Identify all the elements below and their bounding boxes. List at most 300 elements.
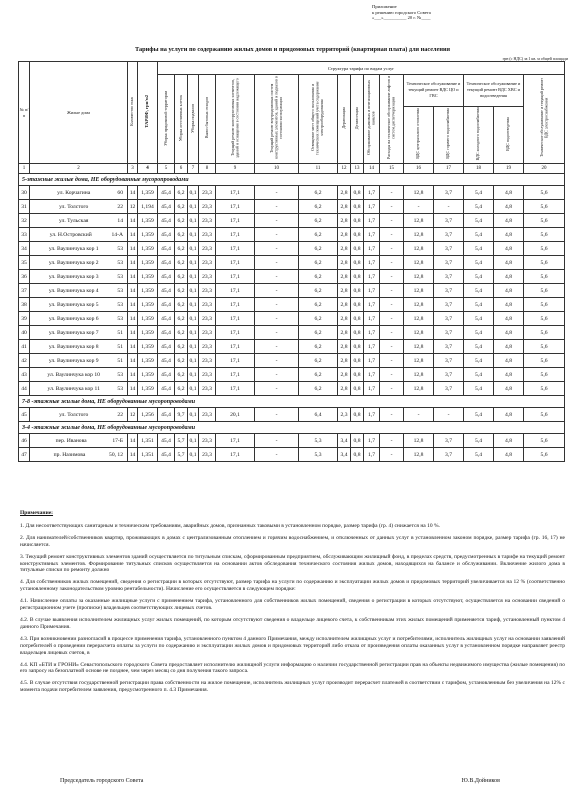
row-number: 30	[19, 186, 30, 200]
note-item: 2. Для нанимателей/собственников квартир, проживающих в домах с централизованным отоплением и горячим водоснабжением, и отключенных от данных услуг в установленном законом порядке, размер тарифа (гр. 16, 17) не начисляется.	[20, 534, 565, 548]
floors-cell: 14	[128, 298, 138, 312]
value-cell: 17,1	[216, 368, 255, 382]
value-cell: 1,7	[364, 340, 380, 354]
value-cell: 23,3	[199, 448, 216, 462]
value-cell: 0,8	[351, 284, 364, 298]
value-cell: 0,8	[351, 298, 364, 312]
value-cell: 3,7	[434, 448, 464, 462]
appendix-line: к решению городского Совета	[372, 9, 431, 15]
value-cell: -	[255, 186, 299, 200]
column-number-row	[19, 164, 565, 174]
street-name: ул. Ваулинчука кор 1	[48, 245, 99, 252]
header-row-structure	[19, 62, 565, 75]
value-cell: 5,6	[524, 284, 565, 298]
value-cell: 17,1	[216, 242, 255, 256]
value-cell: 0,8	[351, 354, 364, 368]
value-cell: 2,8	[338, 298, 351, 312]
value-cell: -	[434, 408, 464, 422]
house-number: 51	[117, 357, 123, 364]
street-name: ул. Ваулинчука кор 6	[48, 315, 99, 322]
value-cell: 3,7	[434, 340, 464, 354]
value-cell: 5,6	[524, 382, 565, 396]
street-name: ул. Ваулинчука кор 9	[48, 357, 99, 364]
value-cell: 4,8	[494, 354, 524, 368]
address-cell	[30, 228, 128, 242]
value-cell: 12,8	[404, 434, 434, 448]
document-title: Тарифы на услуги по содержанию жилых домов и придомовых территорий (квартирная плата) для населения	[134, 46, 451, 53]
value-cell: 0,8	[351, 382, 364, 396]
value-cell: 2,8	[338, 368, 351, 382]
table-row	[19, 354, 565, 368]
signature-name: Ю.В.Дойников	[461, 778, 500, 784]
value-cell: 17,1	[216, 326, 255, 340]
column-number: 9	[216, 164, 255, 174]
value-cell: 5,6	[524, 340, 565, 354]
value-cell: 6,4	[299, 408, 338, 422]
tariff-cell: 1,359	[138, 256, 158, 270]
tariff-cell: 1,359	[138, 228, 158, 242]
value-cell: 5,6	[524, 270, 565, 284]
value-cell: 6,2	[175, 200, 188, 214]
section-row	[19, 422, 565, 434]
appendix-line: «___»__________ 20 г. №____	[372, 15, 431, 21]
value-cell: 6,2	[175, 354, 188, 368]
value-cell: 6,2	[299, 242, 338, 256]
value-cell: 0,1	[188, 382, 199, 396]
address-cell	[30, 326, 128, 340]
header-c7: Уборка подвалов	[188, 75, 199, 164]
value-cell: 0,8	[351, 200, 364, 214]
house-number: 53	[117, 301, 123, 308]
value-cell: 4,8	[494, 256, 524, 270]
value-cell: 6,2	[175, 228, 188, 242]
value-cell: 5,7	[175, 448, 188, 462]
tariff-cell: 1,359	[138, 382, 158, 396]
column-number: 4	[138, 164, 158, 174]
notes-block	[20, 510, 565, 699]
value-cell: 0,1	[188, 326, 199, 340]
value-cell: 6,2	[175, 242, 188, 256]
table-row	[19, 256, 565, 270]
street-name: ул. Ваулинчука кор 11	[47, 385, 100, 392]
address-cell	[30, 200, 128, 214]
value-cell: 2,8	[338, 312, 351, 326]
column-number: 3	[128, 164, 138, 174]
value-cell: 17,1	[216, 312, 255, 326]
value-cell: 6,2	[175, 340, 188, 354]
value-cell: 6,2	[175, 186, 188, 200]
row-number: 32	[19, 214, 30, 228]
floors-cell: 14	[128, 242, 138, 256]
section-title: 5-этажные жилые дома, НЕ оборудованные мусоропроводами	[19, 174, 565, 186]
value-cell: 5,4	[464, 284, 494, 298]
appendix-block	[372, 4, 431, 21]
street-name: ул. Ваулинчука кор 8	[48, 343, 99, 350]
value-cell: 5,6	[524, 354, 565, 368]
value-cell: -	[434, 200, 464, 214]
value-cell: -	[380, 382, 404, 396]
value-cell: 23,3	[199, 434, 216, 448]
house-number: 14	[117, 217, 123, 224]
header-c16: ВДС центрального отопления	[404, 106, 434, 163]
value-cell: 3,7	[434, 326, 464, 340]
value-cell: 0,8	[351, 326, 364, 340]
table-row	[19, 326, 565, 340]
table-row	[19, 408, 565, 422]
address-cell	[30, 408, 128, 422]
note-item: 4.1. Начисление оплаты за оказанные жилищные услуги с применением тарифа, установленного для собственников жилых помещений, сведения о регистрации в которых отсутствуют, осуществляется на основании сведений о регистрационном учете (прописке) владельцев соответствующих лицевых счетов.	[20, 598, 565, 612]
tariff-cell: 1,359	[138, 186, 158, 200]
value-cell: 45,4	[158, 298, 175, 312]
column-number: 6	[175, 164, 188, 174]
value-cell: 17,1	[216, 186, 255, 200]
value-cell: 1,7	[364, 186, 380, 200]
value-cell: -	[380, 340, 404, 354]
value-cell: 5,6	[524, 448, 565, 462]
value-cell: 45,4	[158, 354, 175, 368]
value-cell: 5,4	[464, 326, 494, 340]
tariff-cell: 1,359	[138, 270, 158, 284]
value-cell: 0,8	[351, 214, 364, 228]
value-cell: 45,4	[158, 448, 175, 462]
value-cell: 6,2	[299, 200, 338, 214]
table-body	[19, 62, 565, 462]
value-cell: 23,3	[199, 256, 216, 270]
column-number: 20	[524, 164, 565, 174]
value-cell: 2,3	[338, 408, 351, 422]
value-cell: -	[255, 326, 299, 340]
value-cell: 2,8	[338, 214, 351, 228]
value-cell: 45,4	[158, 326, 175, 340]
street-name: ул. Ваулинчука кор 4	[48, 287, 99, 294]
header-c6: Уборка лестничных клеток	[175, 75, 188, 164]
value-cell: 12,8	[404, 448, 434, 462]
value-cell: 3,7	[434, 354, 464, 368]
row-number: 47	[19, 448, 30, 462]
value-cell: 2,8	[338, 228, 351, 242]
header-c5: Уборка придомовой территории	[158, 75, 175, 164]
value-cell: 6,2	[299, 354, 338, 368]
value-cell: 6,2	[175, 214, 188, 228]
header-c20: Техническое обслуживание и текущий ремонт ВДС электроснабжения	[524, 75, 565, 164]
house-number: 22	[117, 203, 123, 210]
street-name: ул. Ваулинчука кор 10	[47, 371, 100, 378]
street-name: ул. Толстого	[59, 203, 89, 210]
tariff-cell: 1,359	[138, 298, 158, 312]
column-number: 1	[19, 164, 30, 174]
value-cell: 6,2	[175, 270, 188, 284]
notes-heading: Примечание:	[20, 510, 54, 516]
value-cell: 17,1	[216, 354, 255, 368]
value-cell: 6,2	[299, 228, 338, 242]
value-cell: 45,4	[158, 256, 175, 270]
value-cell: -	[255, 382, 299, 396]
value-cell: -	[255, 256, 299, 270]
floors-cell: 14	[128, 434, 138, 448]
value-cell: 5,6	[524, 242, 565, 256]
value-cell: 45,4	[158, 228, 175, 242]
street-name: ул. Ваулинчука кор 7	[48, 329, 99, 336]
row-number: 44	[19, 382, 30, 396]
value-cell: 17,1	[216, 382, 255, 396]
value-cell: 6,2	[175, 298, 188, 312]
value-cell: 0,1	[188, 214, 199, 228]
value-cell: 3,7	[434, 312, 464, 326]
house-number: 51	[117, 329, 123, 336]
value-cell: 23,3	[199, 368, 216, 382]
column-number: 14	[364, 164, 380, 174]
value-cell: 0,1	[188, 354, 199, 368]
value-cell: 6,2	[299, 298, 338, 312]
tariff-cell: 1,359	[138, 284, 158, 298]
value-cell: 3,7	[434, 284, 464, 298]
value-cell: 12,8	[404, 326, 434, 340]
value-cell: 17,1	[216, 256, 255, 270]
value-cell: 6,2	[299, 340, 338, 354]
value-cell: 1,7	[364, 256, 380, 270]
note-item: 4.3. При возникновении разногласий в процессе применения тарифа, установленного пунктом 4 данного Примечания, между исполнителем жилищных услуг и потребителями, исполнитель жилищных услуг на основании заявлений потребителей о проведении перерасчета оплаты за услуги по содержанию и эксплуатации жилых домов и придомовых территорий либо отказа от произведения оплаты оказанных услуг в установленном порядке направляет реестр владельцев лицевых счетов, в	[20, 635, 565, 656]
header-c11: Освещение мест общего пользования и технических помещений учета содержание электрооборудования	[299, 75, 338, 164]
value-cell: 23,3	[199, 214, 216, 228]
value-cell: 5,4	[464, 408, 494, 422]
column-number: 13	[351, 164, 364, 174]
value-cell: 12,8	[404, 284, 434, 298]
row-number: 37	[19, 284, 30, 298]
column-number: 19	[494, 164, 524, 174]
value-cell: 6,2	[175, 326, 188, 340]
value-cell: 5,3	[299, 434, 338, 448]
column-number: 17	[434, 164, 464, 174]
value-cell: 4,8	[494, 312, 524, 326]
tariff-cell: 1,359	[138, 368, 158, 382]
column-number: 10	[255, 164, 299, 174]
table-row	[19, 242, 565, 256]
row-number: 33	[19, 228, 30, 242]
value-cell: 0,1	[188, 186, 199, 200]
value-cell: 6,2	[299, 368, 338, 382]
house-number: 53	[117, 385, 123, 392]
value-cell: 5,4	[464, 382, 494, 396]
value-cell: 4,8	[494, 270, 524, 284]
value-cell: 1,7	[364, 242, 380, 256]
signature-block	[60, 778, 540, 784]
address-cell	[30, 382, 128, 396]
value-cell: -	[380, 228, 404, 242]
value-cell: 45,4	[158, 382, 175, 396]
value-cell: 6,2	[175, 368, 188, 382]
floors-cell: 14	[128, 326, 138, 340]
table-row	[19, 368, 565, 382]
table-row	[19, 270, 565, 284]
value-cell: 1,7	[364, 312, 380, 326]
value-cell: 17,1	[216, 284, 255, 298]
value-cell: 3,7	[434, 368, 464, 382]
row-number: 38	[19, 298, 30, 312]
value-cell: 2,8	[338, 256, 351, 270]
address-cell	[30, 368, 128, 382]
value-cell: 2,8	[338, 186, 351, 200]
value-cell: 1,7	[364, 228, 380, 242]
value-cell: 5,6	[524, 434, 565, 448]
value-cell: 4,8	[494, 228, 524, 242]
house-number: 51	[117, 343, 123, 350]
floors-cell: 14	[128, 354, 138, 368]
street-name: ул. Тульская	[59, 217, 89, 224]
value-cell: 23,3	[199, 382, 216, 396]
header-c8: Вывоз бытовых отходов	[199, 75, 216, 164]
value-cell: 5,4	[464, 242, 494, 256]
value-cell: 23,3	[199, 270, 216, 284]
value-cell: 4,8	[494, 408, 524, 422]
value-cell: 12,8	[404, 186, 434, 200]
value-cell: 4,8	[494, 368, 524, 382]
table-row	[19, 298, 565, 312]
value-cell: 3,7	[434, 256, 464, 270]
address-cell	[30, 214, 128, 228]
tariff-cell: 1,351	[138, 434, 158, 448]
address-cell	[30, 340, 128, 354]
value-cell: 6,2	[299, 186, 338, 200]
floors-cell: 14	[128, 256, 138, 270]
value-cell: 1,7	[364, 408, 380, 422]
header-num: № п/п	[19, 62, 30, 164]
value-cell: 5,6	[524, 312, 565, 326]
header-c19: ВДС водоотведения	[494, 106, 524, 163]
floors-cell: 14	[128, 368, 138, 382]
value-cell: 23,3	[199, 354, 216, 368]
house-number: 22	[117, 411, 123, 418]
value-cell: 4,8	[494, 284, 524, 298]
value-cell: 45,4	[158, 200, 175, 214]
value-cell: 45,4	[158, 408, 175, 422]
value-cell: 17,1	[216, 228, 255, 242]
street-name: ул. Ваулинчука кор 2	[48, 259, 99, 266]
value-cell: -	[380, 270, 404, 284]
value-cell: -	[380, 186, 404, 200]
house-number: 17-Б	[112, 437, 123, 444]
address-cell	[30, 354, 128, 368]
value-cell: -	[255, 298, 299, 312]
row-number: 41	[19, 340, 30, 354]
value-cell: -	[255, 448, 299, 462]
tariff-cell: 1,359	[138, 354, 158, 368]
house-number: 14-А	[111, 231, 123, 238]
appendix-line: Приложение	[372, 4, 397, 9]
value-cell: 6,2	[299, 326, 338, 340]
table-row	[19, 284, 565, 298]
table-row	[19, 186, 565, 200]
value-cell: 23,3	[199, 340, 216, 354]
value-cell: 0,8	[351, 408, 364, 422]
row-number: 42	[19, 354, 30, 368]
value-cell: 0,8	[351, 186, 364, 200]
value-cell: 45,4	[158, 340, 175, 354]
value-cell: 17,1	[216, 448, 255, 462]
row-number: 45	[19, 408, 30, 422]
house-number: 60	[117, 189, 123, 196]
value-cell: 9,7	[175, 408, 188, 422]
value-cell: 4,8	[494, 214, 524, 228]
value-cell: 5,4	[464, 200, 494, 214]
header-c15: Расходы на техническое обслуживание лифтов и систем диспетчеризации	[380, 75, 404, 164]
column-number: 12	[338, 164, 351, 174]
note-item: 4. Для собственников жилых помещений, сведения о регистрации в которых отсутствуют, размер тарифа на услуги по содержанию и эксплуатации жилых домов и придомовых территорий увеличивается на 12 % (соответственно установленному законодательством уровню рентабельности). Начисление его осуществляется в следующем порядке:	[20, 579, 565, 593]
table-row	[19, 214, 565, 228]
house-number: 53	[117, 315, 123, 322]
row-number: 35	[19, 256, 30, 270]
value-cell: -	[255, 368, 299, 382]
address-cell	[30, 312, 128, 326]
column-number: 18	[464, 164, 494, 174]
value-cell: 2,8	[338, 354, 351, 368]
value-cell: -	[380, 448, 404, 462]
row-number: 39	[19, 312, 30, 326]
table-row	[19, 448, 565, 462]
value-cell: 12,8	[404, 312, 434, 326]
value-cell: 5,4	[464, 214, 494, 228]
value-cell: -	[255, 200, 299, 214]
value-cell: -	[380, 434, 404, 448]
value-cell: 17,1	[216, 214, 255, 228]
address-cell	[30, 448, 128, 462]
row-number: 43	[19, 368, 30, 382]
header-address: Жилые дома	[30, 62, 128, 164]
row-number: 36	[19, 270, 30, 284]
street-name: ул. Корчагина	[57, 189, 91, 196]
street-name: ул. Толстого	[59, 411, 89, 418]
value-cell: 5,6	[524, 214, 565, 228]
value-cell: 2,8	[338, 340, 351, 354]
value-cell: 12,8	[404, 228, 434, 242]
value-cell: 5,4	[464, 340, 494, 354]
street-name: пр. Назимова	[53, 451, 86, 458]
value-cell: 0,8	[351, 448, 364, 462]
table-row	[19, 228, 565, 242]
note-item: 3. Текущий ремонт конструктивных элементов зданий осуществляется по титульным спискам, сформированным предприятием, обслуживающим жилищный фонд, в пределах средств, предусмотренных в тарифе на текущий ремонт конструктивных элементов. Формирование титульных списков осуществляется на основании актов обследования технического состояния жилых домов, находящихся на балансе и обслуживании. Включение жилого дома в титульные списки по ремонту должно	[20, 553, 565, 574]
street-name: ул. Ваулинчука кор 5	[48, 301, 99, 308]
house-number: 53	[117, 371, 123, 378]
value-cell: 6,2	[299, 284, 338, 298]
value-cell: 0,8	[351, 312, 364, 326]
value-cell: -	[255, 434, 299, 448]
value-cell: 23,3	[199, 312, 216, 326]
value-cell: 4,8	[494, 298, 524, 312]
value-cell: 23,3	[199, 200, 216, 214]
value-cell: 0,8	[351, 228, 364, 242]
section-title: 3-4 -этажные жилые дома, НЕ оборудованные мусоропроводами	[19, 422, 565, 434]
value-cell: 5,6	[524, 228, 565, 242]
value-cell: -	[380, 284, 404, 298]
value-cell: 5,7	[175, 434, 188, 448]
value-cell: 0,8	[351, 270, 364, 284]
value-cell: 23,3	[199, 326, 216, 340]
value-cell: -	[255, 270, 299, 284]
floors-cell: 12	[128, 200, 138, 214]
value-cell: 1,7	[364, 200, 380, 214]
value-cell: 12,8	[404, 256, 434, 270]
signature-position: Председатель городского Совета	[60, 778, 144, 784]
tariff-cell: 1,351	[138, 448, 158, 462]
address-cell	[30, 242, 128, 256]
note-item: 4.2. В случае выявления исполнителем жилищных услуг жилых помещений, по которым отсутствуют сведения о владельце лицевого счета, к собственникам этих жилых помещений применяется тариф, установленный пунктом 4 данного Примечания.	[20, 616, 565, 630]
floors-cell: 14	[128, 312, 138, 326]
value-cell: 23,3	[199, 242, 216, 256]
value-cell: 0,1	[188, 256, 199, 270]
value-cell: -	[255, 242, 299, 256]
header-c12: Дератизация	[338, 75, 351, 164]
value-cell: 0,8	[351, 368, 364, 382]
value-cell: 45,4	[158, 434, 175, 448]
